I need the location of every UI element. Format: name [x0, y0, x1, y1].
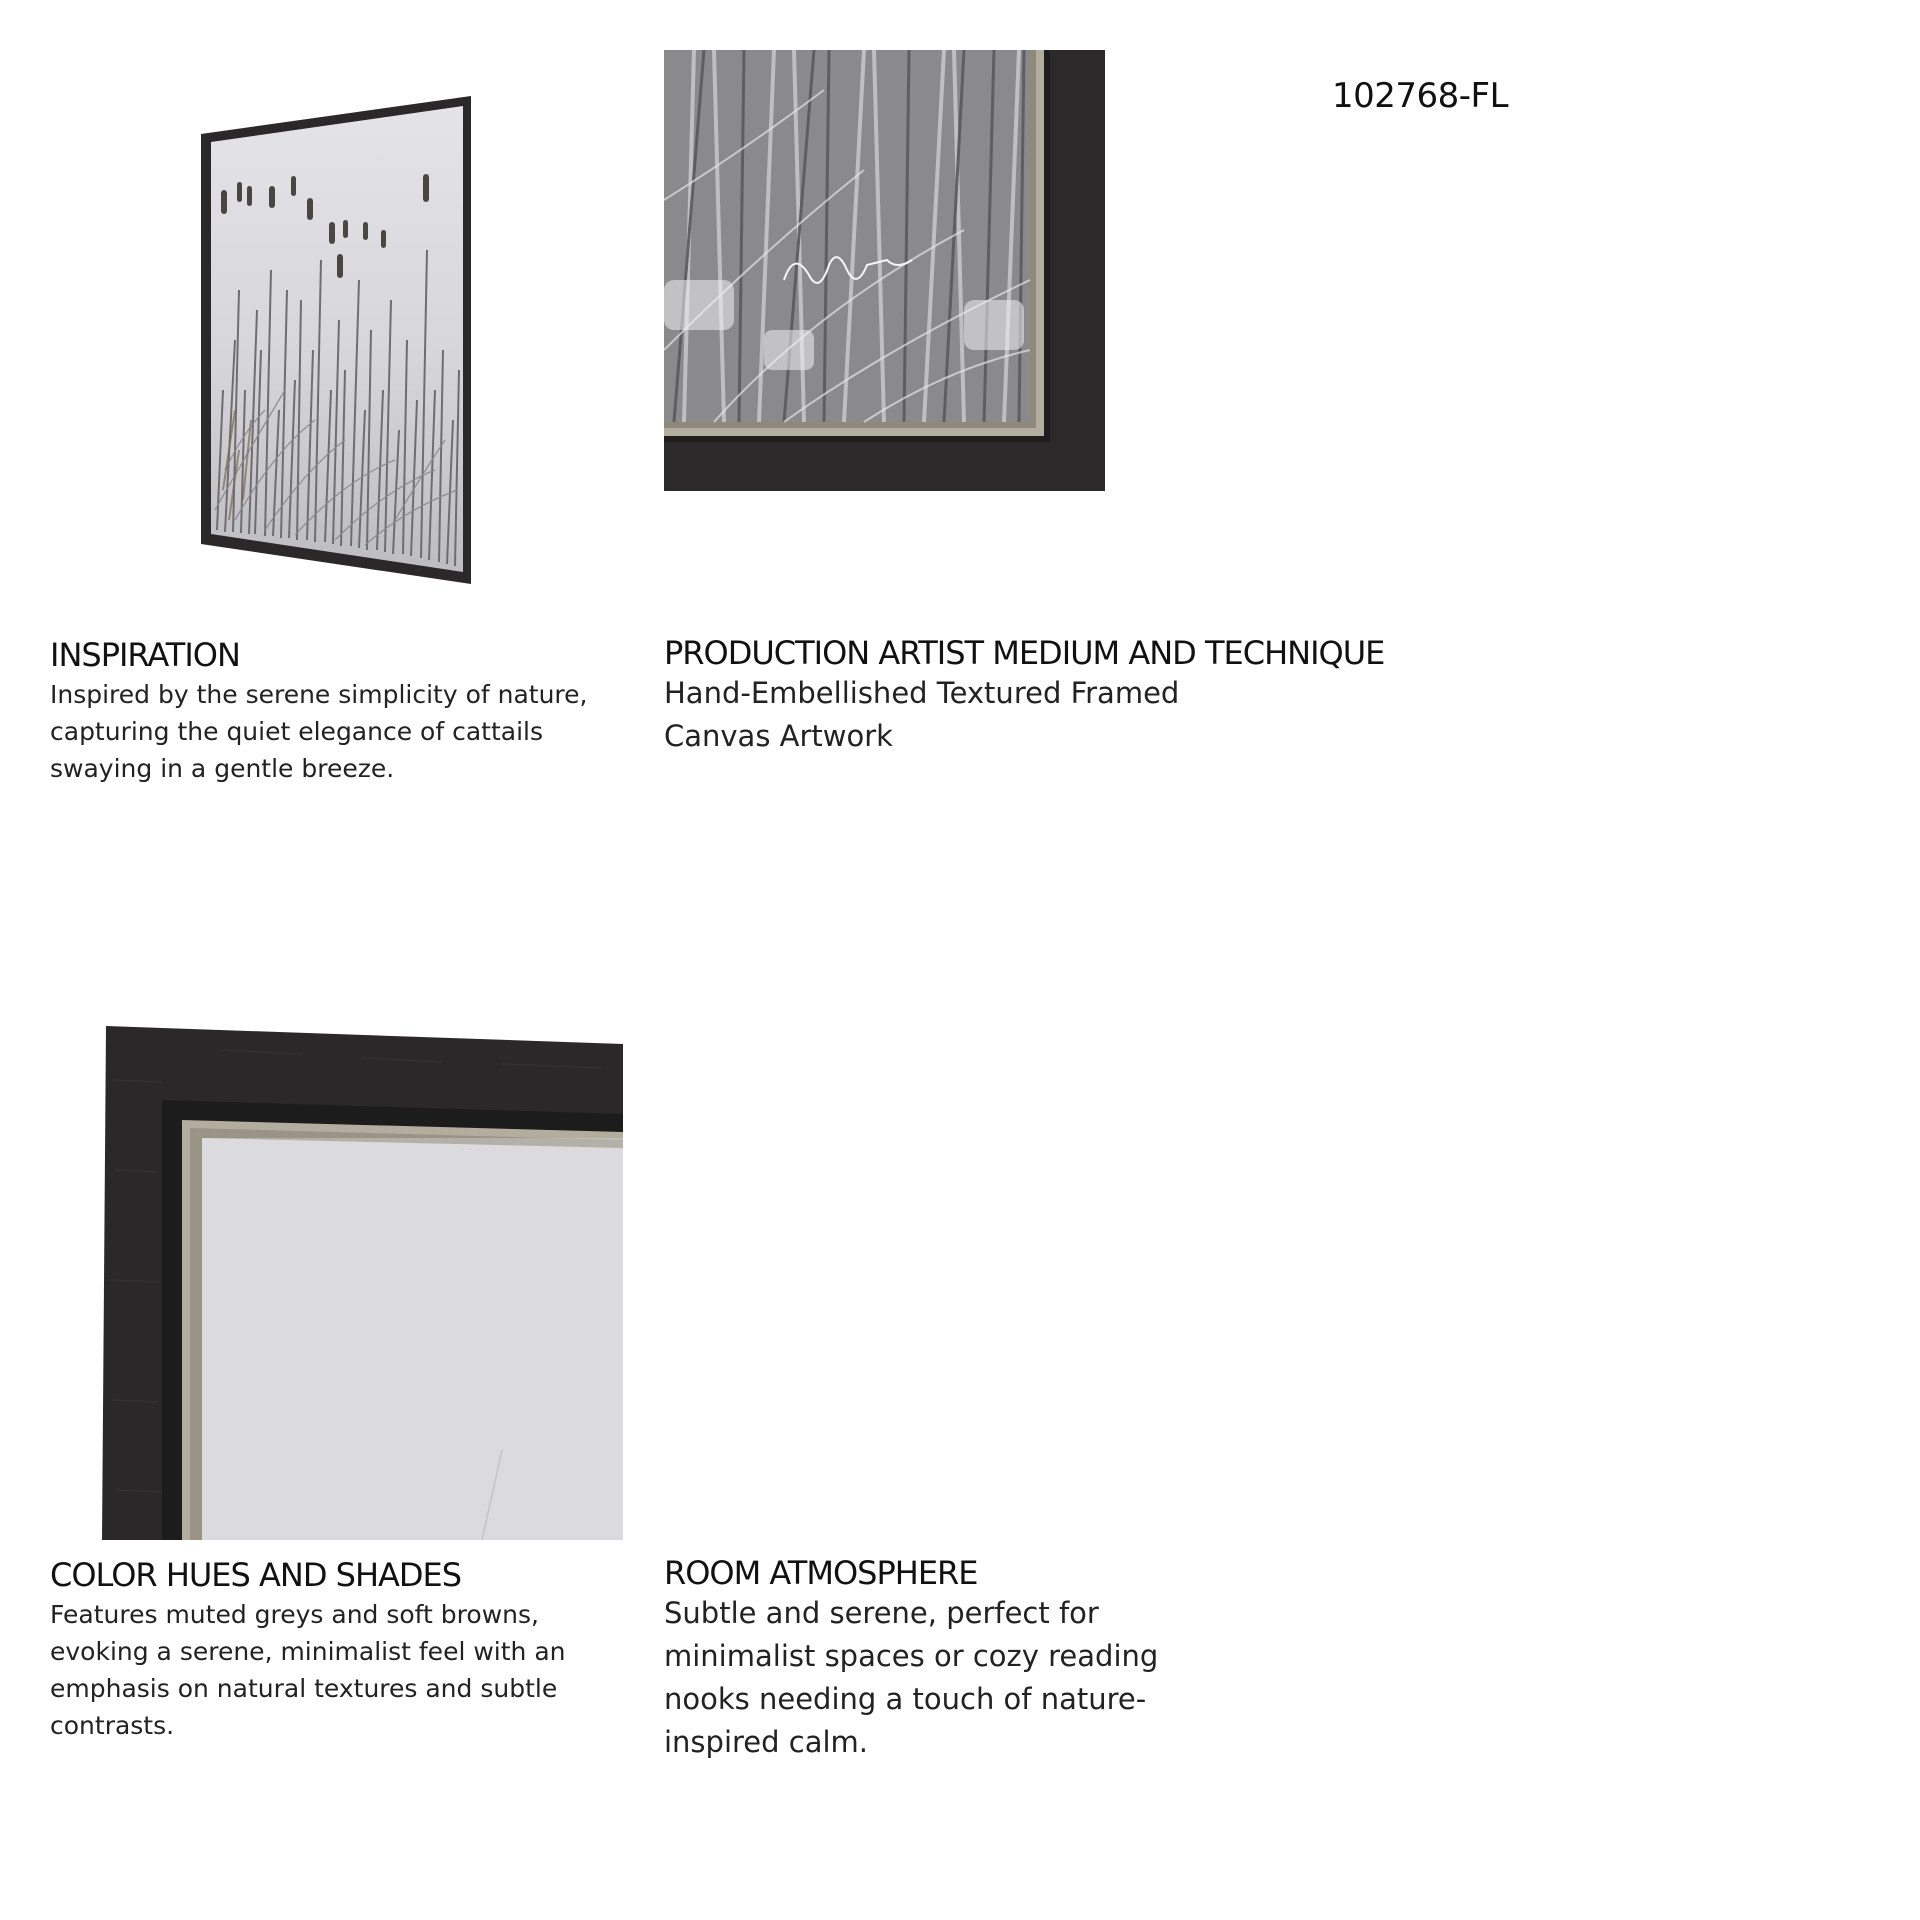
room-section	[664, 1554, 1184, 1764]
color-heading: COLOR HUES AND SHADES	[50, 1556, 462, 1594]
color-text: Features muted greys and soft browns, evoking a serene, minimalist feel with an emphasis on natural textures and subtle contrasts.	[50, 1600, 566, 1740]
inspiration-text: Inspired by the serene simplicity of nature, capturing the quiet elegance of cattails swaying in a gentle breeze.	[50, 680, 588, 783]
inspiration-section	[50, 636, 610, 787]
corner-detail-image	[664, 50, 1105, 491]
frame-edge-detail-image	[102, 1020, 623, 1540]
production-heading: PRODUCTION ARTIST MEDIUM AND TECHNIQUE	[664, 634, 1385, 672]
production-text: Hand-Embellished Textured Framed Canvas Artwork	[664, 676, 1180, 753]
product-code: 102768-FL	[1332, 76, 1509, 116]
inspiration-heading: INSPIRATION	[50, 636, 240, 674]
room-heading: ROOM ATMOSPHERE	[664, 1554, 978, 1592]
room-text: Subtle and serene, perfect for minimalist spaces or cozy reading nooks needing a touch of nature-inspired calm.	[664, 1596, 1159, 1759]
production-section	[664, 634, 1494, 758]
color-section	[50, 1556, 610, 1744]
full-artwork-image	[195, 90, 480, 590]
